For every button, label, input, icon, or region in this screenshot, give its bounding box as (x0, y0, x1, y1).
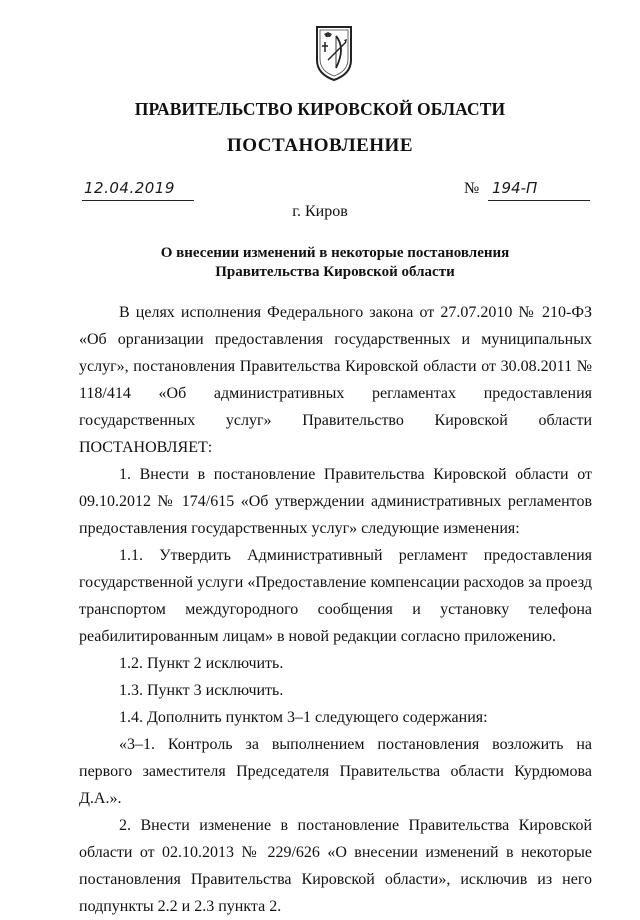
paragraph-item-1-2: 1.2. Пункт 2 исключить. (119, 655, 284, 672)
decree-number: 194-П (492, 179, 538, 197)
paragraph-item-1: 1. Внести в постановление Правительства Кировской области от 09.10.2012 № 174/615 «Об утверждении административных регламентов предоставления государственных услуг» следующие изменения: (79, 466, 592, 537)
decree-body (79, 299, 592, 920)
document-type: ПОСТАНОВЛЕНИЕ (226, 135, 414, 156)
paragraph-preamble: В целях исполнения Федерального закона от 27.07.2010 № 210-ФЗ «Об организации предоставления государственных и муниципальных услуг», постановления Правительства Кировской области от 30.08.2011 № 118/414 «Об административных регламентах предоставления государственных услуг» Правительство Кировской области ПОСТАНОВЛЯЕТ: (79, 304, 592, 456)
subject-line-2: Правительства Кировской области (215, 264, 455, 280)
city: г. Киров (292, 203, 348, 220)
paragraph-item-3-1: «3–1. Контроль за выполнением постановления возложить на первого заместителя Председателя Правительства области Курдюмова Д.А.». (79, 736, 592, 807)
paragraph-item-1-1: 1.1. Утвердить Административный регламент предоставления государственной услуги «Предоставление компенсации расходов за проезд транспортом междугородного сообщения и установку телефона реабилитированным лицам» в новой редакции согласно приложению. (79, 547, 592, 645)
decree-subject (80, 244, 590, 282)
number-label: № (464, 180, 480, 197)
coat-of-arms-emblem (314, 24, 354, 82)
government-title: ПРАВИТЕЛЬСТВО КИРОВСКОЙ ОБЛАСТИ (134, 99, 506, 119)
subject-line-1: О внесении изменений в некоторые постановления (160, 245, 510, 261)
paragraph-item-1-4: 1.4. Дополнить пунктом 3–1 следующего содержания: (119, 709, 488, 726)
paragraph-item-1-3: 1.3. Пункт 3 исключить. (119, 682, 284, 699)
decree-date: 12.04.2019 (84, 179, 175, 197)
paragraph-item-2: 2. Внести изменение в постановление Правительства Кировской области от 02.10.2013 № 229/626 «О внесении изменений в некоторые постановления Правительства Кировской области», исключив из него подпункты 2.2 и 2.3 пункта 2. (79, 817, 592, 915)
